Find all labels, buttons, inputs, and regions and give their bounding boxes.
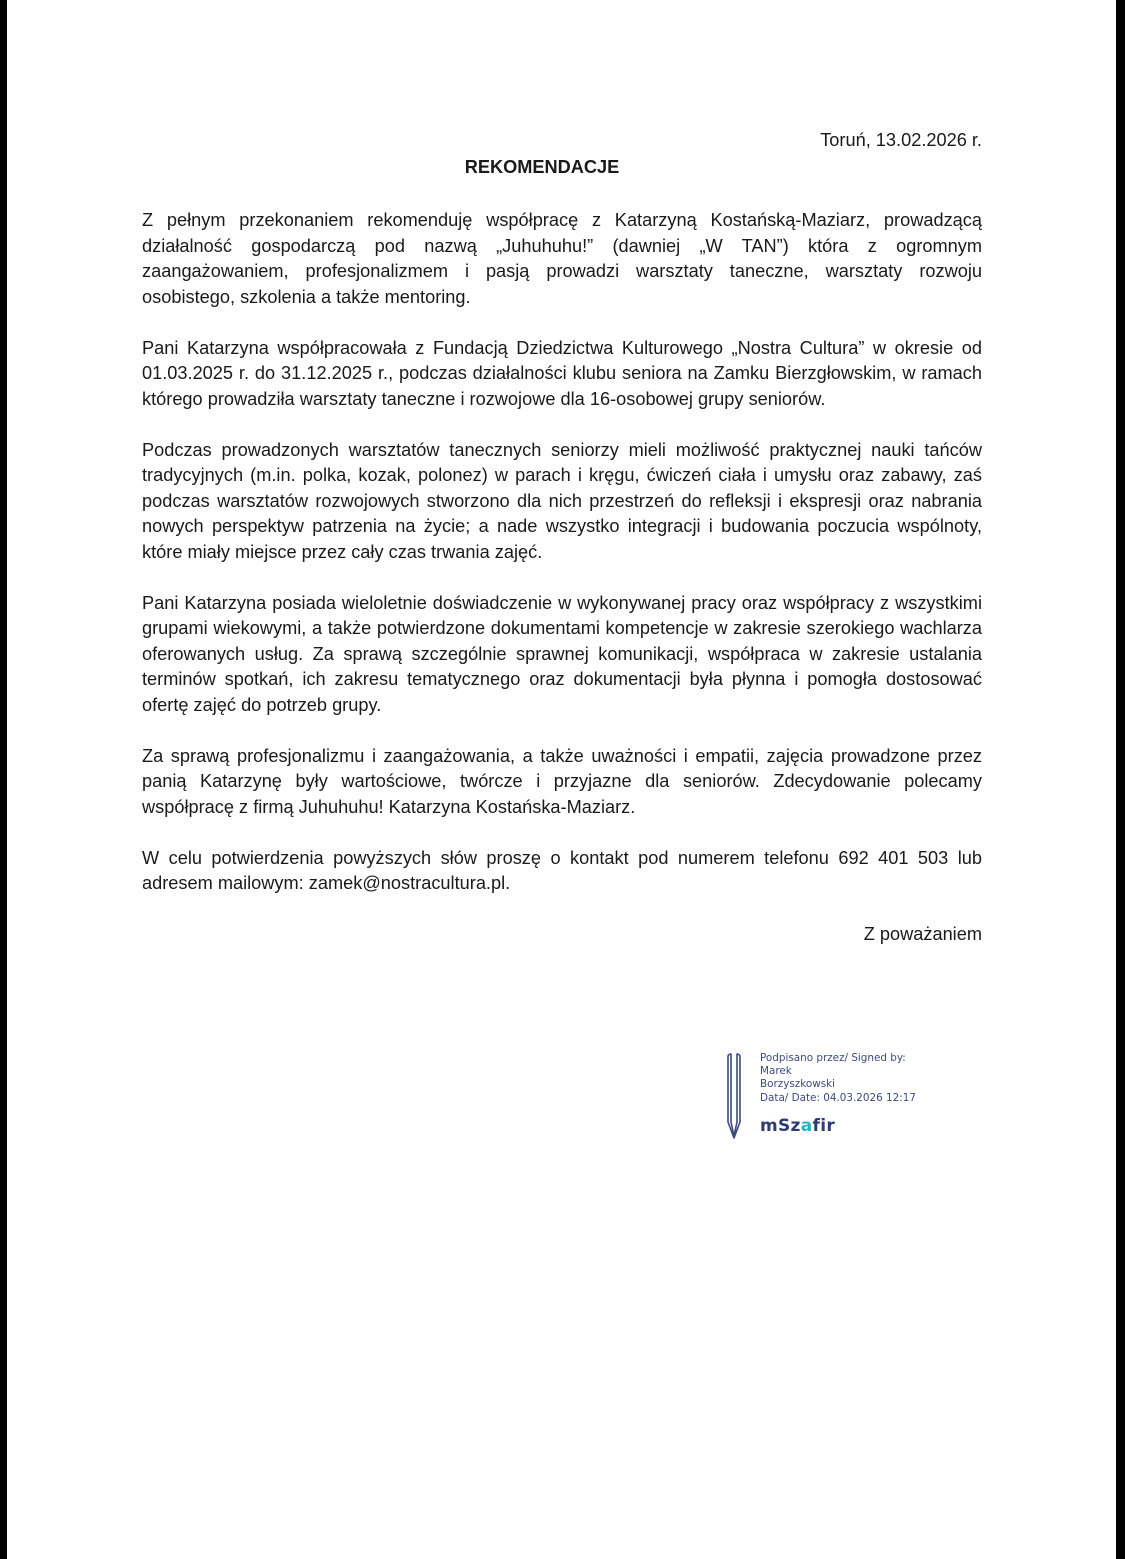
document-page <box>7 0 1116 1559</box>
signer-last-name: Borzyszkowski <box>760 1078 836 1091</box>
signed-by-label: Podpisano przez/ Signed by: <box>760 1052 906 1064</box>
signer-first-name: Marek <box>760 1065 792 1078</box>
paragraph-3: Podczas prowadzonych warsztatów tanecznych seniorzy mieli możliwość praktycznej nauki tańców tradycyjnych (m.in. polka, kozak, polonez) w parach i kręgu, ćwiczeń ciała i umysłu oraz zabawy, zaś podczas warsztatów rozwojowych stworzono dla nich przestrzeń do refleksji i ekspresji oraz nabrania nowych perspektyw patrzenia na życie; a nade wszystko integracji i budowania poczucia wspólnoty, które miały miejsce przez cały czas trwania zajęć. <box>142 439 982 562</box>
signature-date: Data/ Date: 04.03.2026 12:17 <box>760 1091 916 1104</box>
paragraph-2: Pani Katarzyna współpracowała z Fundacją Dziedzictwa Kulturowego „Nostra Cultura” w okresie od 01.03.2025 r. do 31.12.2025 r., podczas działalności klubu seniora na Zamku Bierzgłowskim, w ramach którego prowadziła warsztaty taneczne i rozwojowe dla 16-osobowej grupy seniorów. <box>142 337 982 409</box>
mszafir-logo: mSzafir <box>760 1116 836 1136</box>
paragraph-5: Za sprawą profesjonalizmu i zaangażowania, a także uważności i empatii, zajęcia prowadzone przez panią Katarzynę były wartościowe, twórcze i przyjazne dla seniorów. Zdecydowanie polecamy współpracę z firmą Juhuhuhu! Katarzyna Kostańska-Maziarz. <box>142 745 982 817</box>
date-line: Toruń, 13.02.2026 r. <box>820 130 982 150</box>
paragraph-6: W celu potwierdzenia powyższych słów proszę o kontakt pod numerem telefonu 692 401 503 lub adresem mailowym: zamek@nostracultura.pl. <box>142 847 982 893</box>
paragraph-4: Pani Katarzyna posiada wieloletnie doświadczenie w wykonywanej pracy oraz współpracy z wszystkimi grupami wiekowymi, a także potwierdzone dokumentami kompetencje w zakresie szerokiego wachlarza oferowanych usług. Za sprawą szczególnie sprawnej komunikacji, współpraca w zakresie ustalania terminów spotkań, ich zakresu tematycznego oraz dokumentacji była płynna i pomogła dostosować ofertę zajęć do potrzeb grupy. <box>142 592 982 715</box>
letter-body <box>142 128 982 948</box>
page-title: REKOMENDACJE <box>464 156 620 177</box>
digital-signature-stamp <box>722 1050 982 1145</box>
pen-icon <box>725 1052 743 1140</box>
paragraph-1: Z pełnym przekonaniem rekomenduję współpracę z Katarzyną Kostańską-Maziarz, prowadzącą działalność gospodarczą pod nazwą „Juhuhuhu!” (dawniej „W TAN”) która z ogromnym zaangażowaniem, profesjonalizmem i pasją prowadzi warsztaty taneczne, warsztaty rozwoju osobistego, szkolenia a także mentoring. <box>142 210 982 307</box>
closing: Z poważaniem <box>863 924 982 944</box>
